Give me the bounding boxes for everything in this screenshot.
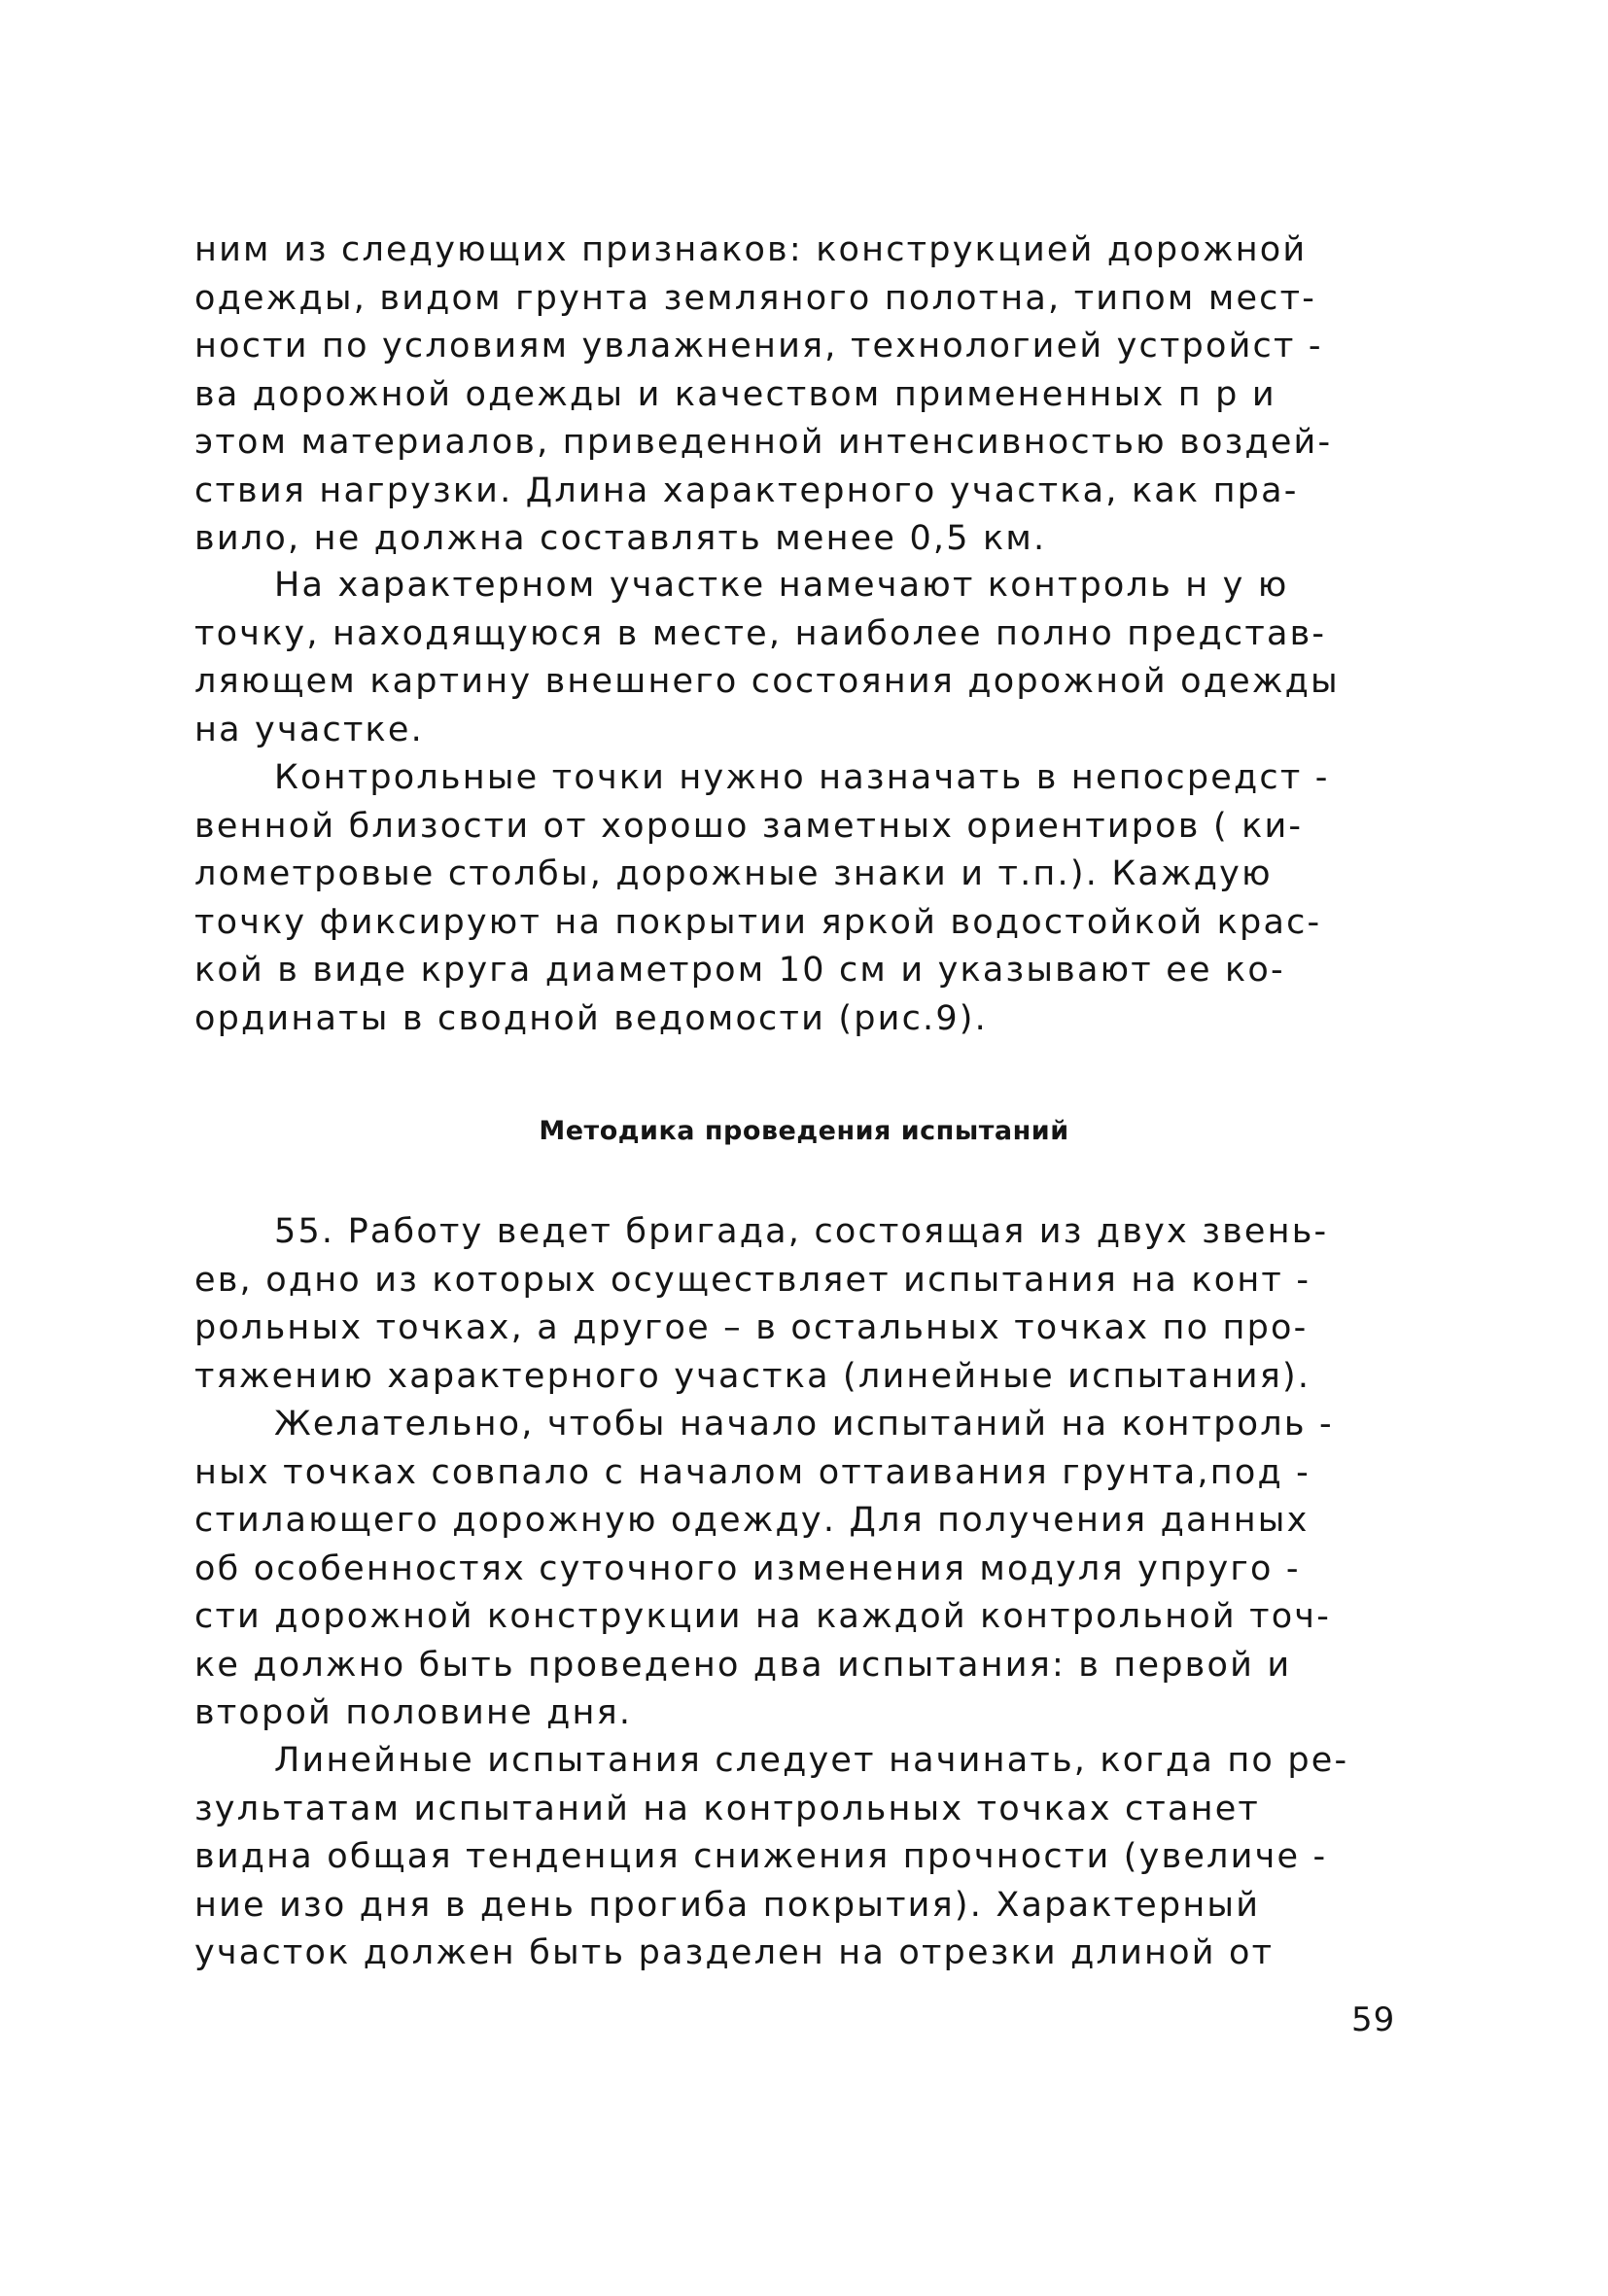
text-line: стилающего дорожную одежду. Для получения данных: [194, 1501, 1310, 1540]
text-line: ных точках совпало с началом оттаивания грунта,под -: [194, 1452, 1311, 1492]
text-line: Желательно, чтобы начало испытаний на контроль -: [274, 1405, 1334, 1444]
text-line: кой в виде круга диаметром 10 см и указывают ее ко-: [194, 951, 1285, 990]
text-line: венной близости от хорошо заметных ориентиров ( ки-: [194, 806, 1304, 846]
text-line: ствия нагрузки. Длина характерного участка, как пра-: [194, 470, 1299, 510]
text-line: лометровые столбы, дорожные знаки и т.п.). Каждую: [194, 854, 1273, 893]
text-line: участок должен быть разделен на отрезки длиной от: [194, 1933, 1275, 1972]
text-line: ляющем картину внешнего состояния дорожной одежды: [194, 662, 1340, 701]
paragraph-6: [194, 1737, 1410, 1978]
text-line: видна общая тенденция снижения прочности (увеличе -: [194, 1837, 1328, 1876]
paragraph-2: [194, 562, 1410, 754]
text-line: второй половине дня.: [194, 1693, 633, 1732]
text-line: ке должно быть проведено два испытания: в первой и: [194, 1645, 1292, 1685]
paragraph-4: [194, 1208, 1410, 1401]
text-line: точку фиксируют на покрытии яркой водостойкой крас-: [194, 902, 1322, 942]
text-line: 55. Работу ведет бригада, состоящая из двух звень-: [274, 1212, 1329, 1251]
text-line: Линейные испытания следует начинать, когда по ре-: [274, 1741, 1349, 1780]
text-line: вило, не должна составлять менее 0,5 км.: [194, 519, 1047, 558]
paragraph-5: [194, 1401, 1410, 1738]
text-line: ва дорожной одежды и качеством примененных п р и: [194, 374, 1276, 414]
text-line: на участке.: [194, 710, 424, 749]
section-heading: Методика проведения испытаний: [539, 1116, 1069, 1146]
page-number: 59: [1351, 2000, 1396, 2039]
paragraph-3: [194, 754, 1410, 1043]
text-line: ним из следующих признаков: конструкцией дорожной: [194, 230, 1308, 269]
text-line: ние изо дня в день прогиба покрытия). Характерный: [194, 1885, 1261, 1925]
text-line: об особенностях суточного изменения модуля упруго -: [194, 1548, 1301, 1588]
text-line: ординаты в сводной ведомости (рис.9).: [194, 998, 988, 1038]
text-line: одежды, видом грунта земляного полотна, типом мест-: [194, 278, 1317, 318]
text-line: ев, одно из которых осуществляет испытания на конт -: [194, 1260, 1311, 1300]
text-line: сти дорожной конструкции на каждой контрольной точ-: [194, 1597, 1332, 1636]
text-line: точку, находящуюся в месте, наиболее полно представ-: [194, 613, 1327, 653]
text-line: зультатам испытаний на контрольных точках станет: [194, 1789, 1261, 1828]
text-line: тяжению характерного участка (линейные испытания).: [194, 1356, 1311, 1396]
text-line: Контрольные точки нужно назначать в непосредст -: [274, 758, 1330, 797]
text-line: На характерном участке намечают контроль н у ю: [274, 566, 1289, 605]
paragraph-1: [194, 226, 1410, 564]
text-line: этом материалов, приведенной интенсивностью воздей-: [194, 423, 1333, 462]
text-line: рольных точках, а другое – в остальных точках по про-: [194, 1308, 1309, 1347]
text-line: ности по условиям увлажнения, технологией устройст -: [194, 327, 1323, 365]
